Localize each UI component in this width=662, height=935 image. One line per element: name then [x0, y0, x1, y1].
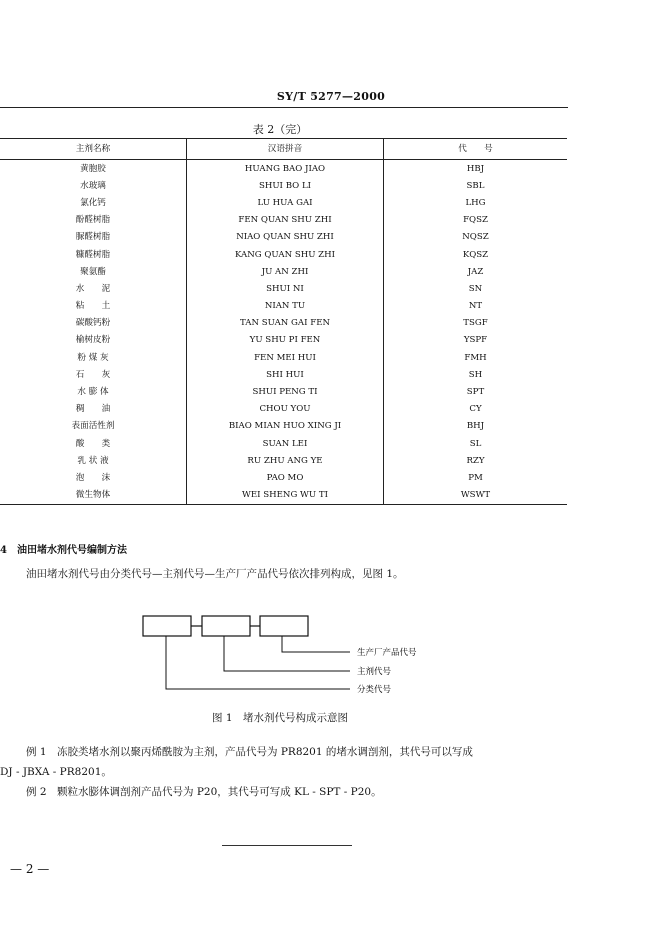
- cell-agent-name: 碳酸钙粉: [75, 318, 111, 329]
- table-row: [0, 194, 567, 211]
- code-structure-figure: [0, 600, 560, 702]
- cell-code: SL: [469, 438, 482, 449]
- table-row: [0, 280, 567, 297]
- table-row: [0, 160, 567, 178]
- cell-agent-name: 稠 油: [75, 404, 111, 415]
- cell-pinyin: NIAO QUAN SHU ZHI: [187, 229, 384, 246]
- cell-pinyin: HUANG BAO JIAO: [187, 160, 384, 178]
- cell-code: HBJ: [466, 163, 485, 174]
- column-header-pinyin: 汉语拼音: [187, 139, 384, 160]
- table-row: [0, 177, 567, 194]
- cell-pinyin: LU HUA GAI: [187, 194, 384, 211]
- cell-agent-name: 水 膨 体: [77, 387, 109, 398]
- table-row: [0, 315, 567, 332]
- table-row: [0, 263, 567, 280]
- cell-agent-name: 榆树皮粉: [75, 335, 111, 346]
- cell-code: BHJ: [466, 421, 485, 432]
- classification-code-box: [143, 616, 191, 636]
- table-row: [0, 349, 567, 366]
- standard-number-header: SY/T 5277—2000: [276, 90, 386, 103]
- cell-code: TSGF: [463, 318, 488, 329]
- cell-code: RZY: [466, 455, 485, 466]
- table-row: [0, 332, 567, 349]
- cell-pinyin: TAN SUAN GAI FEN: [187, 315, 384, 332]
- main-agent-code-box: [202, 616, 250, 636]
- table-row: [0, 383, 567, 400]
- cell-pinyin: WEI SHENG WU TI: [187, 487, 384, 505]
- example-1-line-1: 例 1 冻胶类堵水剂以聚丙烯酰胺为主剂，产品代号为 PR8201 的堵水调剖剂，其代号可以写成: [26, 746, 473, 758]
- cell-pinyin: SHUI NI: [187, 280, 384, 297]
- cell-agent-name: 糠醛树脂: [75, 249, 111, 260]
- cell-agent-name: 石 灰: [75, 369, 111, 380]
- example-1-line-2: DJ - JBXA - PR8201。: [0, 766, 112, 778]
- cell-agent-name: 粉 煤 灰: [77, 352, 109, 363]
- label-classification-code: 分类代号: [357, 685, 392, 695]
- cell-code: WSWT: [384, 487, 568, 505]
- cell-code: YSPF: [463, 335, 488, 346]
- table-row: [0, 212, 567, 229]
- table-row: [0, 487, 567, 505]
- cell-code: FQSZ: [463, 215, 488, 226]
- leader-classification-code: [166, 636, 350, 689]
- section-intro: 油田堵水剂代号由分类代号—主剂代号—生产厂产品代号依次排列构成，见图 1。: [26, 568, 404, 580]
- cell-agent-name: 乳 状 液: [77, 455, 109, 466]
- cell-agent-name: 泡 沫: [75, 472, 111, 483]
- cell-code: CY: [469, 404, 482, 415]
- cell-agent-name: 聚氨酯: [80, 266, 106, 277]
- cell-pinyin: CHOU YOU: [187, 401, 384, 418]
- cell-pinyin: PAO MO: [187, 469, 384, 486]
- cell-pinyin: BIAO MIAN HUO XING JI: [187, 418, 384, 435]
- cell-agent-name: 粘 土: [75, 301, 111, 312]
- column-header-code: 代 号: [384, 139, 568, 160]
- code-table: [0, 138, 567, 505]
- cell-pinyin: SUAN LEI: [187, 435, 384, 452]
- cell-code: LHG: [465, 197, 486, 208]
- cell-pinyin: RU ZHU ANG YE: [187, 452, 384, 469]
- page-number: — 2 —: [10, 862, 50, 876]
- cell-pinyin: JU AN ZHI: [187, 263, 384, 280]
- table-header-row: [0, 139, 567, 160]
- cell-pinyin: YU SHU PI FEN: [187, 332, 384, 349]
- cell-code: KQSZ: [462, 249, 489, 260]
- cell-pinyin: SHI HUI: [187, 366, 384, 383]
- cell-pinyin: NIAN TU: [187, 298, 384, 315]
- table-row: [0, 229, 567, 246]
- cell-pinyin: SHUI PENG TI: [187, 383, 384, 400]
- leader-main-agent-code: [224, 636, 350, 671]
- cell-agent-name: 水玻璃: [80, 180, 106, 191]
- cell-code: SN: [468, 283, 483, 294]
- leader-product-code: [282, 636, 350, 652]
- cell-agent-name: 酸 类: [75, 438, 111, 449]
- cell-code: JAZ: [467, 266, 484, 277]
- cell-agent-name: 微生物体: [0, 487, 187, 505]
- cell-agent-name: 脲醛树脂: [75, 232, 111, 243]
- label-product-code: 生产厂产品代号: [357, 648, 417, 658]
- product-code-box: [260, 616, 308, 636]
- table-row: [0, 435, 567, 452]
- cell-agent-name: 水 泥: [75, 283, 111, 294]
- cell-code: PM: [468, 472, 483, 483]
- cell-agent-name: 酚醛树脂: [75, 215, 111, 226]
- table-caption: 表 2（完）: [252, 123, 308, 136]
- figure-caption: 图 1 堵水剂代号构成示意图: [211, 712, 349, 724]
- end-rule: [222, 845, 352, 846]
- cell-code: SPT: [466, 387, 485, 398]
- table-row: [0, 401, 567, 418]
- table-row: [0, 366, 567, 383]
- cell-agent-name: 黄胞胶: [80, 163, 106, 174]
- cell-code: NQSZ: [462, 232, 489, 243]
- table-row: [0, 298, 567, 315]
- table-row: [0, 469, 567, 486]
- cell-agent-name: 氯化钙: [80, 197, 106, 208]
- cell-code: FMH: [464, 352, 487, 363]
- cell-pinyin: KANG QUAN SHU ZHI: [187, 246, 384, 263]
- table-row: [0, 246, 567, 263]
- cell-code: SBL: [466, 180, 485, 191]
- table-row: [0, 452, 567, 469]
- table-row: [0, 418, 567, 435]
- column-header-agent-name: 主剂名称: [0, 139, 187, 160]
- cell-pinyin: FEN MEI HUI: [187, 349, 384, 366]
- table-body: [0, 160, 567, 505]
- header-rule: [0, 107, 568, 108]
- example-2: 例 2 颗粒水膨体调剖剂产品代号为 P20，其代号可写成 KL - SPT - P20。: [26, 786, 382, 798]
- section-title: 4 油田堵水剂代号编制方法: [0, 545, 127, 556]
- cell-code: NT: [468, 301, 483, 312]
- label-main-agent-code: 主剂代号: [357, 667, 392, 677]
- cell-pinyin: SHUI BO LI: [187, 177, 384, 194]
- cell-code: SH: [468, 369, 483, 380]
- cell-agent-name: 表面活性剂: [71, 421, 115, 432]
- cell-pinyin: FEN QUAN SHU ZHI: [187, 212, 384, 229]
